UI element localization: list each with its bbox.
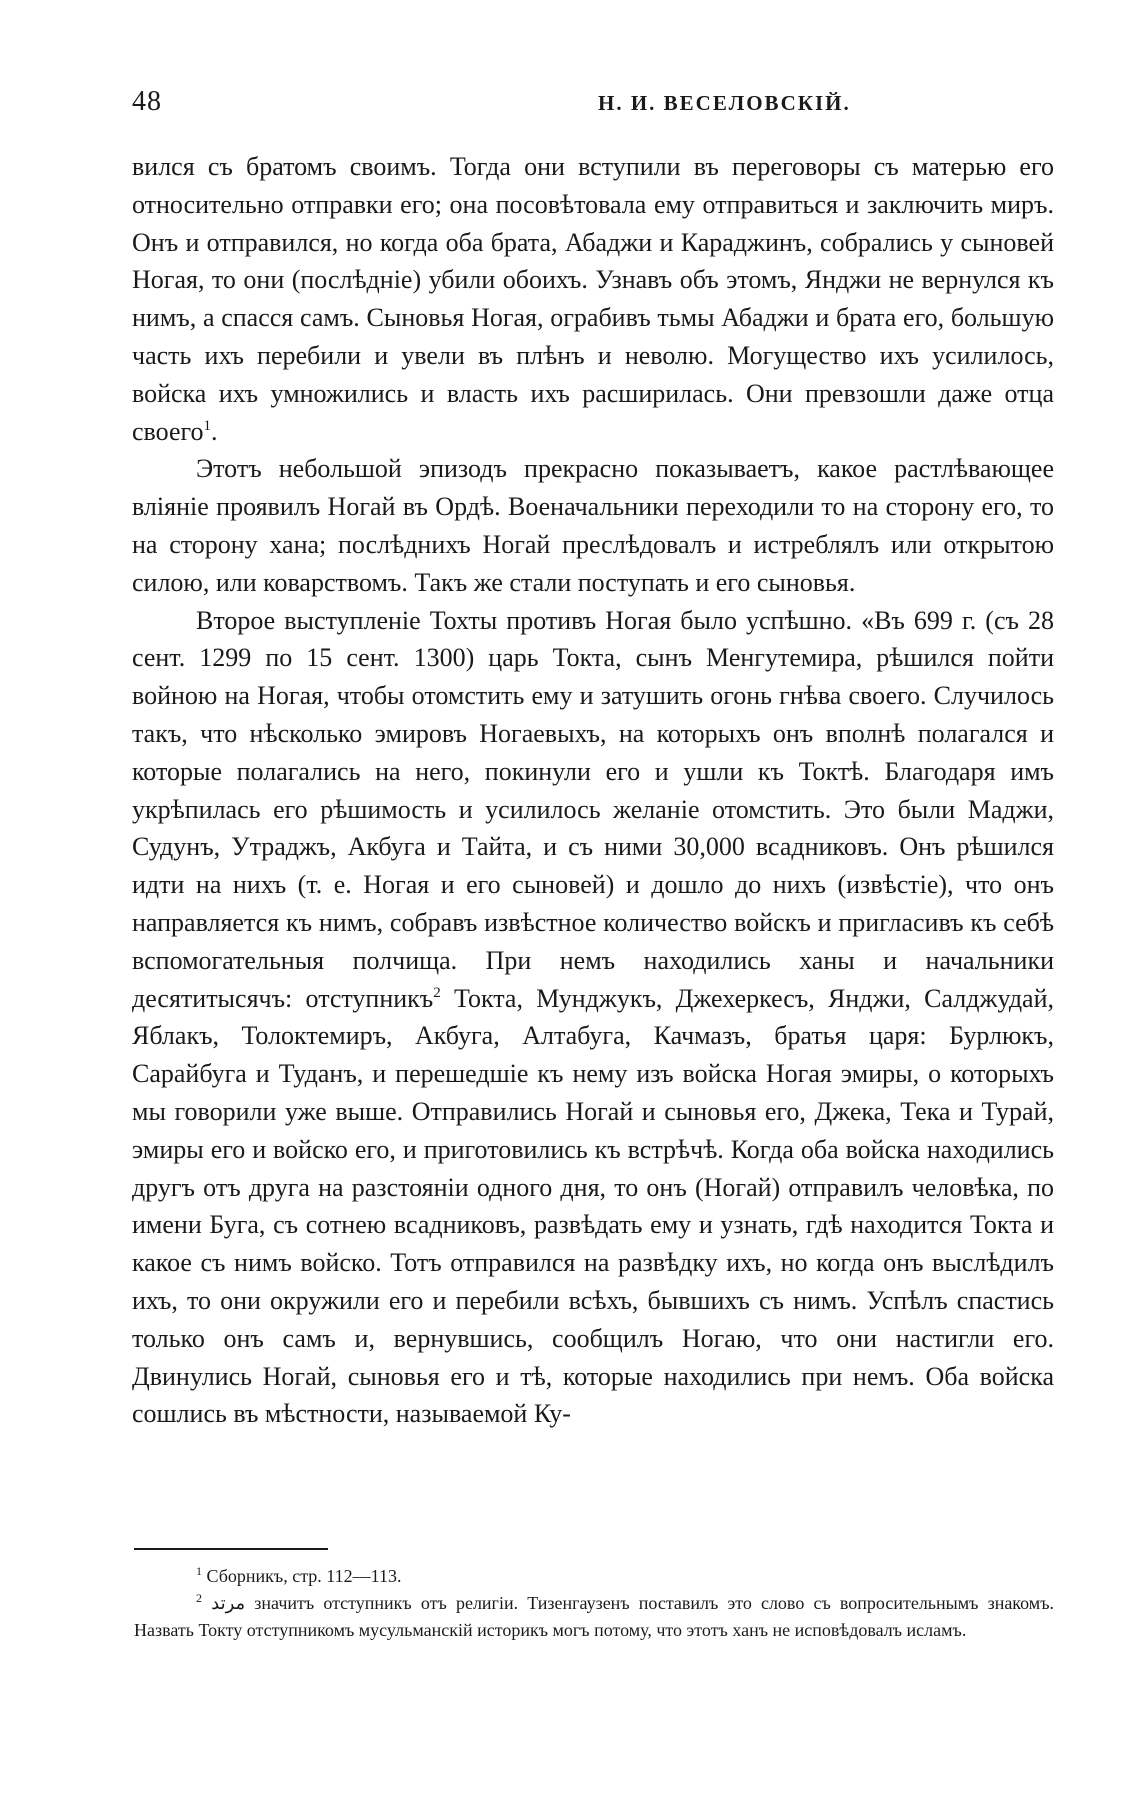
footnotes xyxy=(134,1563,1054,1644)
paragraph-tokhta-campaign xyxy=(132,602,1054,1434)
footnote-reference: 2 xyxy=(433,984,441,1001)
footnote-reference: 1 xyxy=(203,417,212,434)
footnote-separator xyxy=(134,1548,328,1550)
paragraph-text: Второе выступленіе Тохты противъ Ногая было успѣшно. «Въ 699 г. (съ 28 сент. 1299 по 15 сент. 1300) царь Токта, сынъ Менгутемира, рѣшился пойти войною на Ногая, чтобы отомстить ему и затушить огонь гнѣва своего. Случилось такъ, что нѣсколько эмировъ Ногаевыхъ, на которыхъ онъ вполнѣ полагался и которые полагались на него, покинули его и ушли къ Токтѣ. Благодаря имъ укрѣпилась его рѣшимость и усилилось желаніе отомстить. Это были Маджи, Судунъ, Утраджъ, Акбуга и Тайта, и съ ними 30,000 всадниковъ. Онъ рѣшился идти на нихъ (т. е. Ногая и его сыновей) и дошло до нихъ (извѣстіе), что онъ направляется къ нимъ, собравъ извѣстное количество войскъ и пригласивъ къ себѣ вспомогательныя полчища. При немъ находились ханы и начальники десятитысячъ: отступникъ xyxy=(132,605,1054,1013)
paragraph-episode-commentary: Этотъ небольшой эпизодъ прекрасно показываетъ, какое растлѣвающее вліяніе проявилъ Ногай въ Ордѣ. Военачальники переходили то на сторону его, то на сторону хана; послѣднихъ Ногай преслѣдовалъ и истреблялъ или открытою силою, или коварствомъ. Такъ же стали поступать и его сыновья. xyxy=(132,454,1054,597)
footnote-2 xyxy=(134,1590,1054,1644)
footnote-text: Сборникъ, стр. 112—113. xyxy=(202,1566,402,1586)
main-text xyxy=(132,148,1054,1433)
footnote-marker: 2 xyxy=(196,1591,202,1605)
arabic-term: مرتد xyxy=(211,1593,246,1613)
footnote-1 xyxy=(134,1563,1054,1590)
running-head-author: Н. И. ВЕСЕЛОВСКІЙ. xyxy=(598,91,851,115)
paragraph-text: Токта, Мунджукъ, Джехеркесъ, Янджи, Салджудай, Яблакъ, Толоктемиръ, Акбуга, Алтабуга, Качмазъ, братья царя: Бурлюкъ, Сарайбуга и Туданъ, и перешедшіе къ нему изъ войска Ногая эмиры, о которыхъ мы говорили уже выше. Отправились Ногай и сыновья его, Джека, Тека и Турай, эмиры его и войско его, и приготовились къ встрѣчѣ. Когда оба войска находились другъ отъ друга на разстояніи одного дня, то онъ (Ногай) отправилъ человѣка, по имени Буга, съ сотнею всадниковъ, развѣдать ему и узнать, гдѣ находится Токта и какое съ нимъ войско. Тотъ отправился на развѣдку ихъ, но когда онъ выслѣдилъ ихъ, то они окружили его и перебили всѣхъ, бывшихъ съ нимъ. Успѣлъ спастись только онъ самъ и, вернувшись, сообщилъ Ногаю, что они настигли его. Двинулись Ногай, сыновья его и тѣ, которые находились при немъ. Оба войска сошлись въ мѣстности, называемой Ку- xyxy=(132,983,1054,1429)
footnote-marker: 1 xyxy=(196,1564,202,1578)
page-header xyxy=(128,84,1068,124)
paragraph-continued xyxy=(132,148,1054,450)
paragraph-text: вился съ братомъ своимъ. Тогда они вступили въ переговоры съ матерью его относительно отправки его; она посовѣтовала ему отправиться и заключить миръ. Онъ и отправился, но когда оба брата, Абаджи и Караджинъ, собрались у сыновей Ногая, то они (послѣдніе) убили обоихъ. Узнавъ объ этомъ, Янджи не вернулся къ нимъ, а спасся самъ. Сыновья Ногая, ограбивъ тьмы Абаджи и брата его, большую часть ихъ перебили и увели въ плѣнъ и неволю. Могущество ихъ усилилось, войска ихъ умножились и власть ихъ расширилась. Они превзошли даже отца своего xyxy=(132,152,1054,446)
footnote-text: значитъ отступникъ отъ религіи. Тизенгаузенъ поставилъ это слово съ вопросительнымъ знакомъ. Назвать Токту отступникомъ мусульманскій историкъ могъ потому, что этотъ ханъ не исповѣдовалъ исламъ. xyxy=(134,1593,1054,1640)
page-number: 48 xyxy=(132,86,162,117)
paragraph-end-punctuation: . xyxy=(211,416,218,446)
